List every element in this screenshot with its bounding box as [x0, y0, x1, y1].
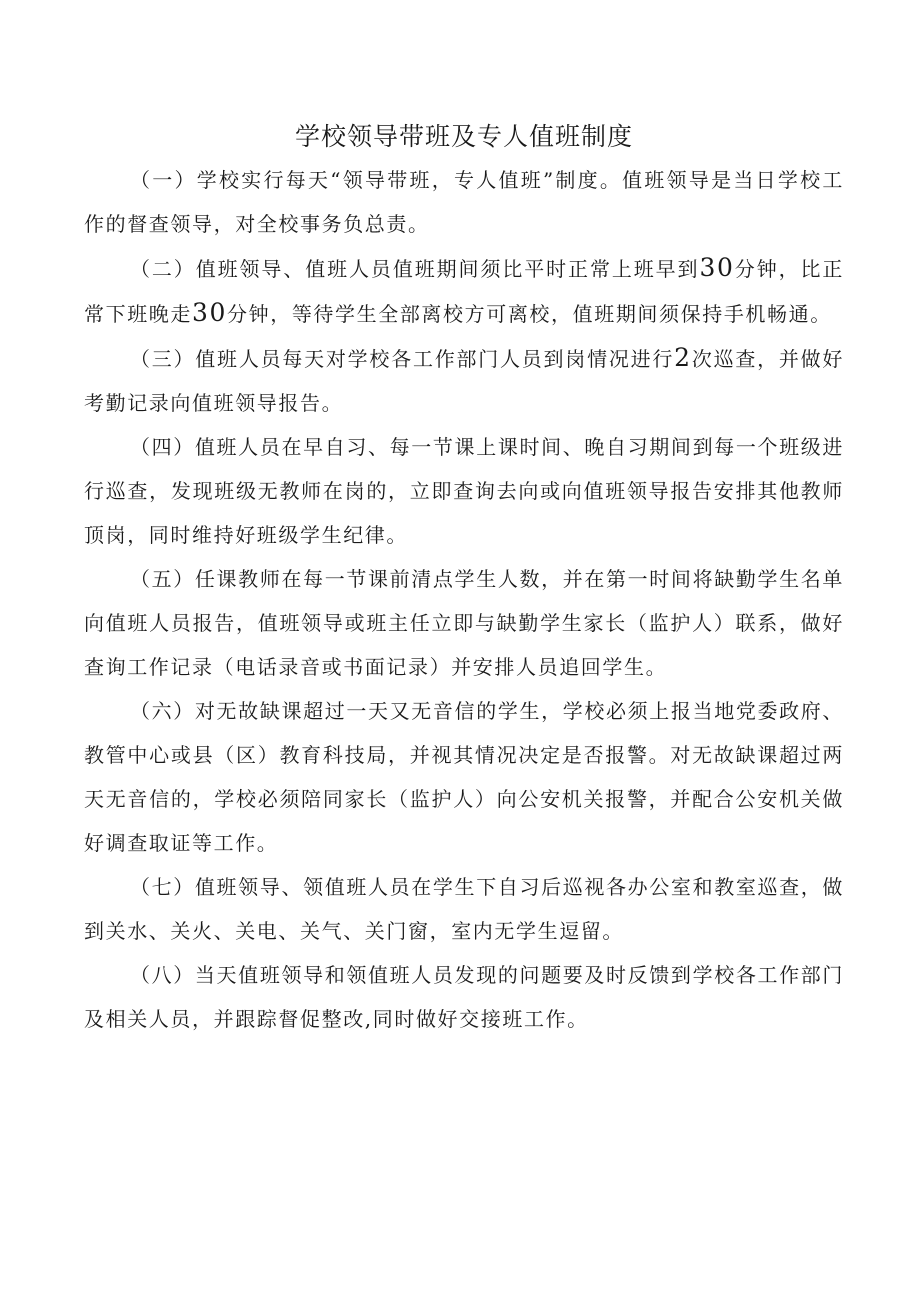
paragraph-7: （七）值班领导、领值班人员在学生下自习后巡视各办公室和教室巡查，做到关水、关火、关电、关气、关门窗，室内无学生逗留。: [84, 875, 844, 943]
paragraph-2: （二）值班领导、值班人员值班期间须比平时正常上班早到30分钟，比正常下班晚走30分钟，等待学生全部离校方可离校，值班期间须保持手机畅通。: [84, 253, 844, 327]
paragraph-3: （三）值班人员每天对学校各工作部门人员到岗情况进行2次巡查，并做好考勤记录向值班领导报告。: [84, 343, 845, 415]
paragraph-6: （六）对无故缺课超过一天又无音信的学生，学校必须上报当地党委政府、教管中心或县（区）教育科技局，并视其情况决定是否报警。对无故缺课超过两天无音信的，学校必须陪同家长（监护人）向公安机关报警，并配合公安机关做好调查取证等工作。: [84, 699, 844, 855]
paragraph-5: （五）任课教师在每一节课前清点学生人数，并在第一时间将缺勤学生名单向值班人员报告，值班领导或班主任立即与缺勤学生家长（监护人）联系，做好查询工作记录（电话录音或书面记录）并安排人员追回学生。: [84, 567, 844, 679]
document-page: [84, 118, 844, 1041]
document-title: 学校领导带班及专人值班制度: [294, 122, 633, 151]
paragraph-1: （一）学校实行每天“领导带班，专人值班”制度。值班领导是当日学校工作的督查领导，对全校事务负总责。: [84, 168, 844, 236]
paragraph-8: （八）当天值班领导和领值班人员发现的问题要及时反馈到学校各工作部门及相关人员，并跟踪督促整改,同时做好交接班工作。: [84, 963, 844, 1031]
paragraph-4: （四）值班人员在早自习、每一节课上课时间、晚自习期间到每一个班级进行巡查，发现班级无教师在岗的，立即查询去向或向值班领导报告安排其他教师顶岗，同时维持好班级学生纪律。: [84, 435, 844, 547]
